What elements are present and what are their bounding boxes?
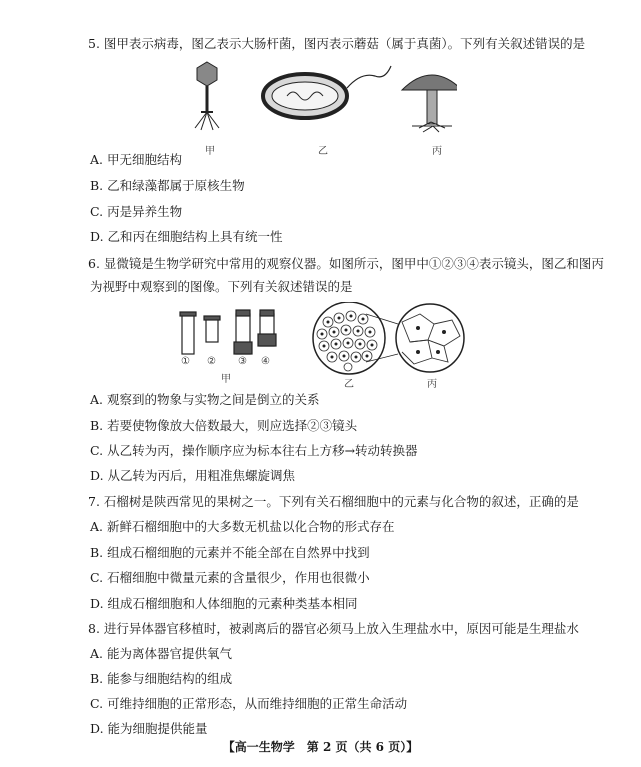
- field-of-view-yi: [313, 302, 398, 374]
- bacterium-image: [263, 66, 391, 118]
- q7-stem: 7. 石榴树是陕西常见的果树之一。下列有关石榴细胞中的元素与化合物的叙述，正确的是: [88, 494, 579, 509]
- q6-figure: [176, 302, 466, 382]
- q5-stem: 5. 图甲表示病毒，图乙表示大肠杆菌，图丙表示蘑菇（属于真菌）。下列有关叙述错误的是: [88, 36, 586, 51]
- q7-option-d: D. 组成石榴细胞和人体细胞的元素种类基本相同: [90, 596, 358, 611]
- lens-label-2: ②: [207, 356, 216, 367]
- q5-label-bing: 丙: [432, 146, 442, 157]
- q8-stem: 8. 进行异体器官移植时，被剥离后的器官必须马上放入生理盐水中，原因可能是生理盐水: [88, 621, 579, 636]
- q7-option-b: B. 组成石榴细胞的元素并不能全部在自然界中找到: [90, 545, 370, 560]
- q5-option-c: C. 丙是异养生物: [90, 204, 183, 219]
- q8-option-a: A. 能为离体器官提供氧气: [90, 646, 232, 661]
- q5-label-jia: 甲: [205, 146, 215, 157]
- virus-image: [195, 62, 219, 130]
- q6-label-jia: 甲: [221, 374, 231, 385]
- q8-option-c: C. 可维持细胞的正常形态，从而维持细胞的正常生命活动: [90, 696, 408, 711]
- q6-option-d: D. 从乙转为丙后，用粗准焦螺旋调焦: [90, 468, 296, 483]
- q5-label-yi: 乙: [318, 146, 328, 157]
- lens-label-1: ①: [181, 356, 190, 367]
- q6-stem-line2: 为视野中观察到的图像。下列有关叙述错误的是: [90, 279, 353, 294]
- q6-label-yi: 乙: [344, 379, 354, 390]
- q5-option-a: A. 甲无细胞结构: [90, 152, 182, 167]
- page-footer: 【高一生物学 第 2 页（共 6 页）】: [222, 740, 419, 754]
- q7-option-c: C. 石榴细胞中微量元素的含量很少，作用也很微小: [90, 570, 370, 585]
- q6-option-c: C. 从乙转为丙，操作顺序应为标本往右上方移→转动转换器: [90, 443, 418, 458]
- q5-option-b: B. 乙和绿藻都属于原核生物: [90, 178, 245, 193]
- q6-label-bing: 丙: [427, 379, 437, 390]
- lens-label-4: ④: [261, 356, 270, 367]
- q8-option-d: D. 能为细胞提供能量: [90, 721, 208, 736]
- q6-option-b: B. 若要使物像放大倍数最大，则应选择②③镜头: [90, 418, 358, 433]
- q8-option-b: B. 能参与细胞结构的组成: [90, 671, 233, 686]
- q5-option-d: D. 乙和丙在细胞结构上具有统一性: [90, 229, 283, 244]
- q7-option-a: A. 新鲜石榴细胞中的大多数无机盐以化合物的形式存在: [90, 519, 395, 534]
- q5-figure: [187, 58, 457, 140]
- field-of-view-bing: [396, 304, 464, 372]
- q6-option-a: A. 观察到的物象与实物之间是倒立的关系: [90, 392, 320, 407]
- lens-label-3: ③: [238, 356, 247, 367]
- mushroom-image: [402, 75, 457, 132]
- q6-stem-line1: 6. 显微镜是生物学研究中常用的观察仪器。如图所示，图甲中①②③④表示镜头，图乙和图丙: [88, 256, 604, 271]
- lens-images: [180, 310, 276, 354]
